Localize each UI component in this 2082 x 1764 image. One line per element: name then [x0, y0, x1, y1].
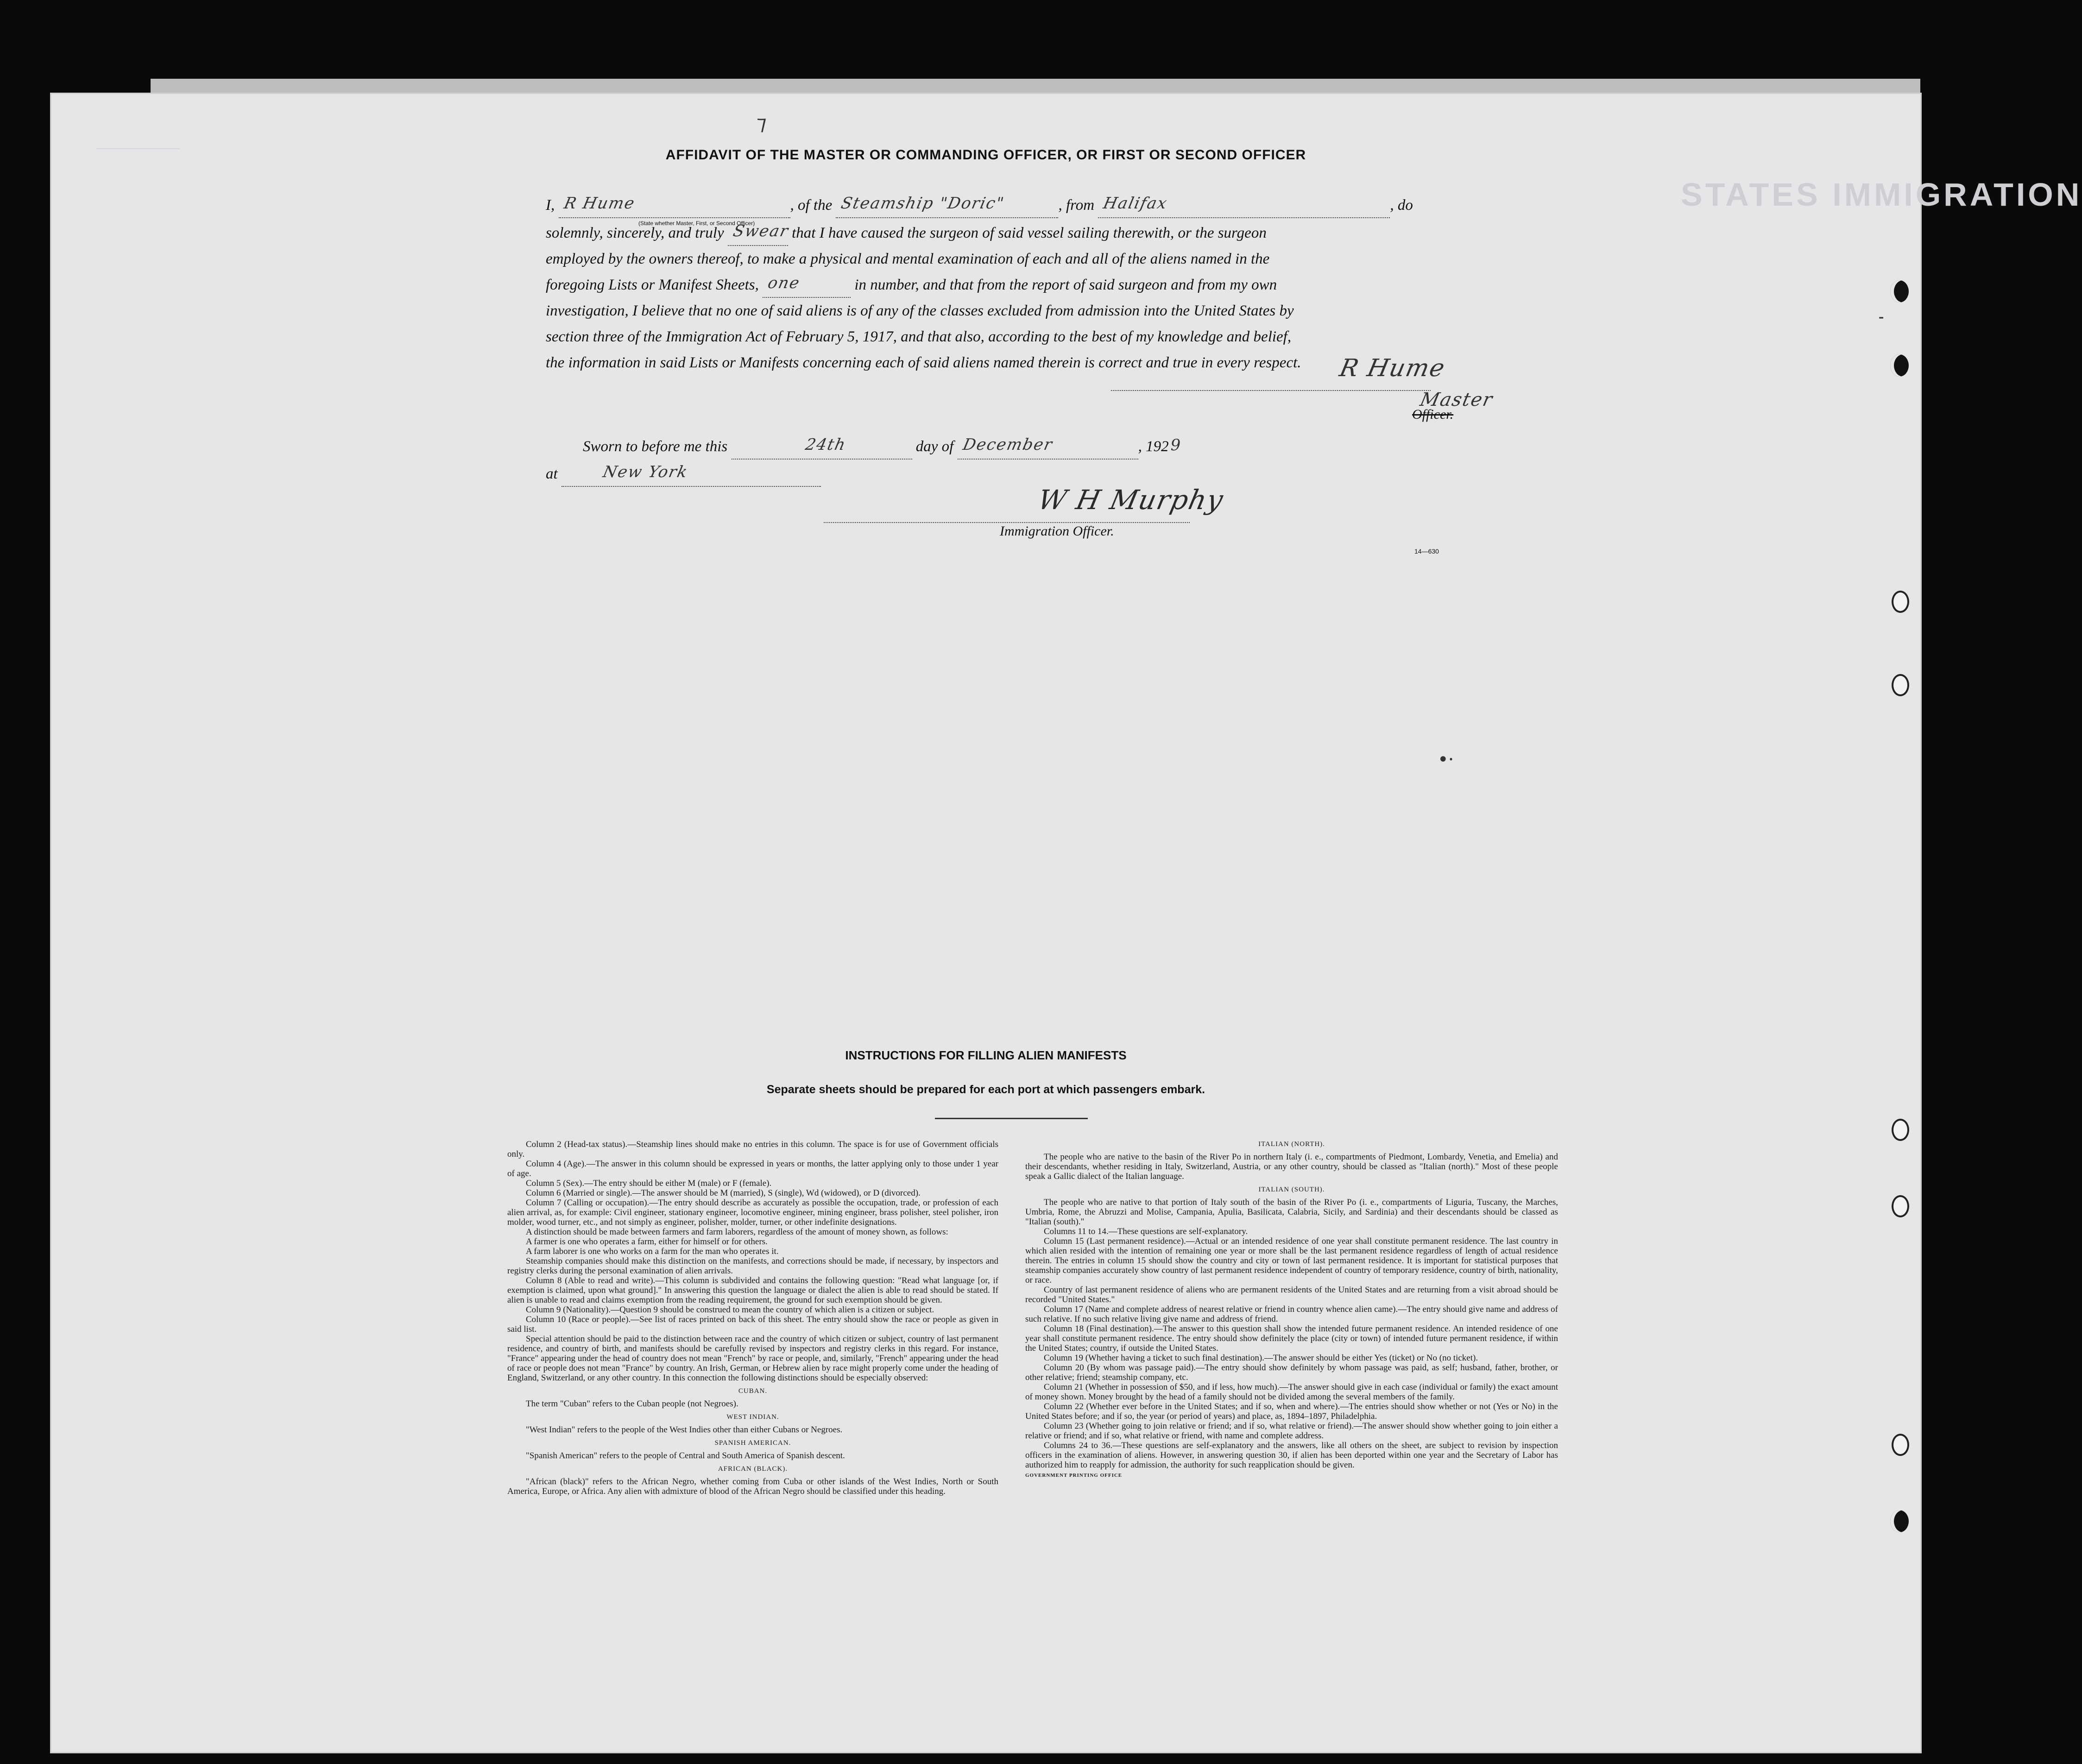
- port-handwriting: Halifax: [1102, 194, 1170, 213]
- instruction-paragraph: Column 21 (Whether in possession of $50, and if less, how much).—The answer should give in each case (individual or family) the exact amount of money shown. Money brought by the head of a family should not be divided among the several members of the family.: [1025, 1382, 1558, 1402]
- immigration-officer-signature: W H Murphy: [1035, 484, 1227, 516]
- master-signature: R Hume: [1337, 354, 1448, 382]
- affidavit-title: AFFIDAVIT OF THE MASTER OR COMMANDING OFFICER, OR FIRST OR SECOND OFFICER: [665, 147, 1306, 163]
- instruction-paragraph: Column 9 (Nationality).—Question 9 should be construed to mean the country of which alien is a citizen or subject.: [526, 1305, 934, 1315]
- vessel-field: [836, 194, 1058, 218]
- instruction-paragraph: Column 2 (Head-tax status).—Steamship lines should make no entries in this column. The space is for use of Government officials only.: [507, 1140, 998, 1159]
- affidavit-line-3: employed by the owners thereof, to make a physical and mental examination of each and all of the aliens named in the: [546, 251, 1270, 267]
- year-handwriting: 9: [1170, 436, 1182, 454]
- instruction-paragraph: Special attention should be paid to the distinction between race and the country of which citizen or subject, country of last permanent residence, and country of birth, and manifests should be carefully revised by inspectors and registry clerks in this regard. For instance, "France" appearing under the head of country does not mean "French" by race or people, and, similarly, "French" appearing under the head of race or people does not mean "France" by country. An Irish, German, or Hebrew alien by race might properly come under the heading of England, Switzerland, or any other country. In this connection the following distinctions should be especially observed:: [507, 1334, 998, 1383]
- affidavit-line-1: [546, 192, 1413, 218]
- section-heading-african: AFRICAN (BLACK).: [718, 1465, 788, 1473]
- day-handwriting: 24th: [803, 435, 848, 454]
- instruction-paragraph: Column 22 (Whether ever before in the United States; and if so, when and where).—The entries should show whether or not (Yes or No) in the United States before; and if so, the year (or period of years) and place, as, 1894–1897, Philadelphia.: [1025, 1402, 1558, 1421]
- instruction-paragraph: Column 17 (Name and complete address of nearest relative or friend in country whence alien came).—The entry should give name and address of such relative. If no such relative living give name and address of friend.: [1025, 1304, 1558, 1324]
- affidavit-line-5: investigation, I believe that no one of said aliens is of any of the classes excluded from admission into the United States by: [546, 302, 1294, 319]
- text-day-of: day of: [915, 438, 954, 455]
- binder-hole-open: [1892, 1434, 1909, 1456]
- officer-label: Officer.: [1412, 407, 1454, 422]
- month-field: [958, 435, 1138, 460]
- instruction-paragraph: The term "Cuban" refers to the Cuban people (not Negroes).: [526, 1399, 738, 1409]
- officer-name-handwriting: R Hume: [562, 194, 637, 213]
- binder-hole: [1890, 1510, 1909, 1532]
- instructions-left-column: [507, 1140, 998, 1496]
- sworn-line: [583, 433, 1180, 460]
- text-foregoing: foregoing Lists or Manifest Sheets,: [546, 277, 759, 293]
- instruction-paragraph: Column 8 (Able to read and write).—This column is subdivided and contains the following question: "Read what language [or, if exemption is claimed, upon what ground]." In answering this question the language or dialect the alien is able to read should be stated. If alien is unable to read and claims exemption from the reading requirement, the ground for such exemption should be given.: [507, 1276, 998, 1305]
- binder-hole: [1890, 354, 1909, 377]
- text-of-the: , of the: [790, 197, 833, 214]
- pencil-mark: ⁊: [757, 111, 767, 135]
- instruction-paragraph: Column 6 (Married or single).—The answer should be M (married), S (single), Wd (widowed), or D (divorced).: [526, 1188, 921, 1198]
- text-surgeon: that I have caused the surgeon of said vessel sailing therewith, or the surgeon: [792, 225, 1267, 241]
- instruction-paragraph: A farmer is one who operates a farm, either for himself or for others.: [526, 1237, 768, 1247]
- place-line: [546, 461, 821, 487]
- instruction-paragraph: A distinction should be made between farmers and farm laborers, regardless of the amount of money shown, as follows:: [526, 1227, 948, 1237]
- text-i: I,: [546, 197, 555, 214]
- binder-hole-open: [1892, 1195, 1909, 1217]
- port-field: [1098, 194, 1390, 218]
- instruction-paragraph: Steamship companies should make this distinction on the manifests, and corrections should be made, if necessary, by inspectors and registry clerks during the personal examination of alien arrivals.: [507, 1256, 998, 1276]
- instruction-paragraph: Columns 11 to 14.—These questions are self-explanatory.: [1044, 1227, 1248, 1236]
- binder-hole: [1890, 280, 1909, 302]
- text-sworn: Sworn to before me this: [583, 438, 728, 455]
- binder-hole-open: [1892, 1119, 1909, 1141]
- instruction-paragraph: Column 5 (Sex).—The entry should be either M (male) or F (female).: [526, 1178, 772, 1188]
- section-heading-italian-north: ITALIAN (NORTH).: [1258, 1140, 1325, 1148]
- instruction-paragraph: Column 4 (Age).—The answer in this column should be expressed in years or months, the latter applying only to those under 1 year of age.: [507, 1159, 998, 1178]
- place-handwriting: New York: [601, 463, 690, 481]
- officer-name-field: [559, 194, 790, 218]
- instruction-paragraph: Columns 24 to 36.—These questions are self-explanatory and the answers, like all others on the sheet, are subject to revision by inspection officers in the examination of aliens. However, in answering question 30, if alien has been deported within one year and the Secretary of Labor has authorized him to reapply for admission, the authority for such reapplication should be given.: [1025, 1441, 1558, 1470]
- instruction-paragraph: Column 18 (Final destination).—The answer to this question shall show the intended future permanent residence. An intended residence of one year shall constitute permanent residence. The entry should show definitely the place (city or town) of intended future permanent residence, if within the United States; country, if outside the United States.: [1025, 1324, 1558, 1353]
- instruction-paragraph: The people who are native to the basin of the River Po in northern Italy (i. e., compartments of Piedmont, Lombardy, Venetia, and Emelia) and their descendants, whether residing in Italy, Switzerland, Austria, or any other country, should be classed as "Italian (north)." Most of these people speak a Gallic dialect of the Italian language.: [1025, 1152, 1558, 1181]
- text-solemnly: solemnly, sincerely, and truly: [546, 225, 724, 241]
- text-at: at: [546, 466, 558, 482]
- instruction-paragraph: Column 7 (Calling or occupation).—The entry should describe as accurately as possible the occupation, trade, or profession of each alien arrival, as, for example: Civil engineer, stationary engineer, locomotive engineer, mining engineer, brass polisher, steel polisher, iron molder, wood turner, etc., and not simply as engineer, polisher, molder, turner, or other indefinite designations.: [507, 1198, 998, 1227]
- place-field: [562, 463, 821, 487]
- section-heading-spanish-american: SPANISH AMERICAN.: [714, 1439, 791, 1447]
- ink-smudge: •⸱: [1438, 749, 1454, 770]
- instructions-rule: [935, 1118, 1088, 1119]
- affidavit-line-6: section three of the Immigration Act of February 5, 1917, and that also, according to the best of my knowledge and belief,: [546, 328, 1292, 345]
- section-heading-italian-south: ITALIAN (SOUTH).: [1258, 1186, 1325, 1193]
- text-in-number: in number, and that from the report of said surgeon and from my own: [854, 277, 1277, 293]
- sheet-count-field: [763, 274, 851, 298]
- instruction-paragraph: "African (black)" refers to the African Negro, whether coming from Cuba or other islands of the West Indies, North or South America, Europe, or Africa. Any alien with admixture of blood of the African Negro should be classified under this heading.: [507, 1477, 998, 1496]
- instruction-paragraph: Column 10 (Race or people).—See list of races printed on back of this sheet. The entry should show the race or people as given in said list.: [507, 1315, 998, 1334]
- affidavit-line-4: [546, 272, 1277, 298]
- instructions-right-column: [1025, 1140, 1558, 1480]
- affidavit-line-7: the information in said Lists or Manifests concerning each of said aliens named therein is correct and true in every respect.: [546, 354, 1301, 371]
- instruction-paragraph: "Spanish American" refers to the people of Central and South America of Spanish descent.: [526, 1451, 845, 1461]
- printer-imprint: GOVERNMENT PRINTING OFFICE: [1025, 1473, 1123, 1478]
- instruction-paragraph: The people who are native to that portion of Italy south of the basin of the River Po (i. e., compartments of Liguria, Tuscany, the Marches, Umbria, Rome, the Abruzzi and Molise, Campania, Apulia, Basilicata, Calabria, Sicily, and Sardinia) and their descendants should be classed as "Italian (south).": [1025, 1197, 1558, 1227]
- instruction-paragraph: Column 20 (By whom was passage paid).—The entry should show definitely by whom passage was paid, as self; husband, father, brother, or other relative; friend; steamship company, etc.: [1025, 1363, 1558, 1382]
- officer-note: (State whether Master, First, or Second Officer): [638, 220, 755, 227]
- instruction-paragraph: "West Indian" refers to the people of the West Indies other than either Cubans or Negroes.: [526, 1425, 843, 1435]
- binder-hole-open: [1892, 591, 1909, 613]
- binder-tick-mark: ⁃: [1878, 310, 1885, 327]
- instructions-subtitle: Separate sheets should be prepared for each port at which passengers embark.: [766, 1083, 1205, 1096]
- oath-handwriting: Swear: [731, 222, 791, 240]
- text-do: , do: [1390, 197, 1413, 214]
- month-handwriting: December: [961, 435, 1054, 454]
- affidavit-line-2: [546, 220, 1267, 246]
- oath-field: [728, 222, 791, 246]
- instruction-paragraph: Country of last permanent residence of aliens who are permanent residents of the United States and are returning from a visit abroad should be recorded "United States.": [1025, 1285, 1558, 1304]
- officer-rank-handwriting: Master: [1418, 389, 1495, 410]
- form-number: 14—630: [1414, 548, 1439, 555]
- day-field: [732, 435, 912, 460]
- sheet-count-handwriting: one: [766, 274, 802, 292]
- section-heading-west-indian: WEST INDIAN.: [726, 1413, 779, 1421]
- section-heading-cuban: CUBAN.: [738, 1387, 768, 1395]
- show-through-text: STATES IMMIGRATION: [1681, 176, 2082, 213]
- instruction-paragraph: Column 15 (Last permanent residence).—Actual or an intended residence of one year shall constitute permanent residence. The last country in which alien resided with the intention of remaining one year or more shall be the last permanent residence regardless of length of actual residence therein. The entries in column 15 should show the country and city or town of last permanent residence. It is important for statistical purposes that steamship companies accurately show country of last permanent residence independent of country of temporary residence, country of birth, nationality, or race.: [1025, 1236, 1558, 1285]
- text-year-prefix: , 192: [1138, 438, 1169, 455]
- instruction-paragraph: A farm laborer is one who works on a farm for the man who operates it.: [526, 1247, 779, 1256]
- binder-hole-open: [1892, 674, 1909, 696]
- vessel-handwriting: Steamship "Doric": [839, 194, 1007, 213]
- manifest-sheet: [50, 93, 2082, 1753]
- immigration-officer-label: Immigration Officer.: [1000, 523, 1114, 539]
- instructions-title: INSTRUCTIONS FOR FILLING ALIEN MANIFESTS: [845, 1048, 1127, 1062]
- instruction-paragraph: Column 19 (Whether having a ticket to such final destination).—The answer should be either Yes (ticket) or No (no ticket).: [1044, 1353, 1478, 1363]
- instruction-paragraph: Column 23 (Whether going to join relative or friend; and if so, what relative or friend).—The answer should show whether going to join either a relative or friend; and if so, what relative or friend, with name and complete address.: [1025, 1421, 1558, 1441]
- text-from: , from: [1058, 197, 1095, 214]
